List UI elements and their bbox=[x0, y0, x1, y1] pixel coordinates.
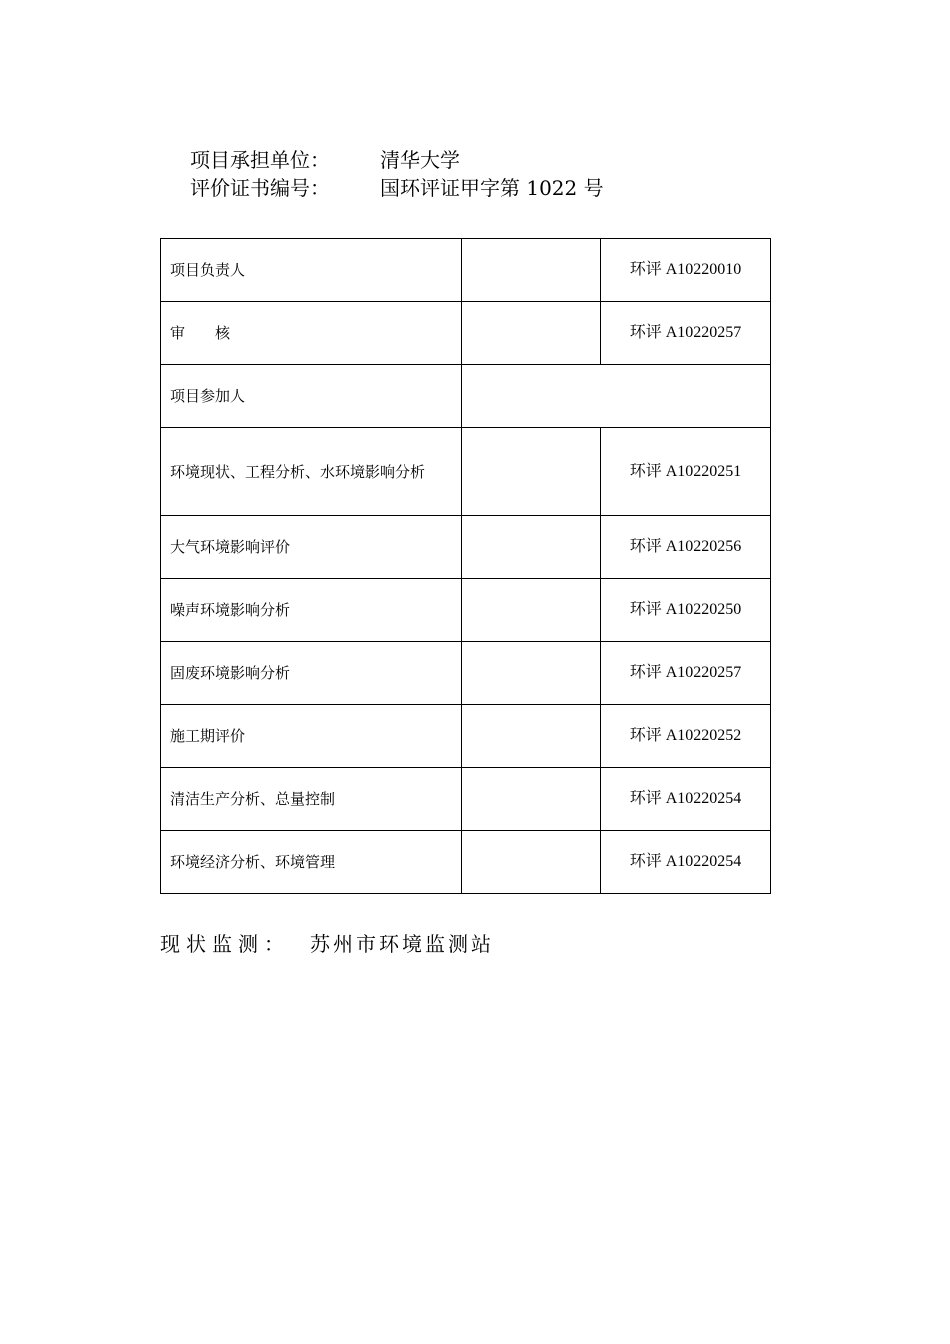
signature-cell bbox=[462, 239, 601, 302]
table-row bbox=[161, 579, 771, 642]
certificate-number-value: 国环评证甲字第 1022 号 bbox=[380, 176, 604, 200]
signature-cell bbox=[462, 831, 601, 894]
cert-cell: 环评 A10220250 bbox=[601, 579, 771, 642]
certificate-number-row bbox=[190, 174, 604, 202]
role-cell: 项目负责人 bbox=[161, 239, 462, 302]
role-cell: 清洁生产分析、总量控制 bbox=[161, 768, 462, 831]
role-cell: 施工期评价 bbox=[161, 705, 462, 768]
table-row bbox=[161, 831, 771, 894]
signature-cell bbox=[462, 365, 771, 428]
signature-cell bbox=[462, 768, 601, 831]
role-cell: 项目参加人 bbox=[161, 365, 462, 428]
signature-cell bbox=[462, 579, 601, 642]
signature-cell bbox=[462, 516, 601, 579]
cert-cell: 环评 A10220252 bbox=[601, 705, 771, 768]
table-row bbox=[161, 516, 771, 579]
signature-cell bbox=[462, 428, 601, 516]
project-header bbox=[190, 146, 604, 202]
undertaking-unit-label: 项目承担单位： bbox=[190, 148, 330, 172]
role-cell: 大气环境影响评价 bbox=[161, 516, 462, 579]
monitoring-line bbox=[160, 928, 494, 957]
table-row-reviewer bbox=[161, 302, 771, 365]
role-cell: 审 核 bbox=[161, 302, 462, 365]
monitoring-label: 现状监测： bbox=[160, 932, 290, 956]
signature-cell bbox=[462, 705, 601, 768]
role-cell: 噪声环境影响分析 bbox=[161, 579, 462, 642]
signature-cell bbox=[462, 302, 601, 365]
table-row-leader bbox=[161, 239, 771, 302]
undertaking-unit-row bbox=[190, 146, 604, 174]
monitoring-value: 苏州市环境监测站 bbox=[310, 932, 494, 956]
table-row-participants bbox=[161, 365, 771, 428]
table-row bbox=[161, 768, 771, 831]
role-cell: 环境现状、工程分析、水环境影响分析 bbox=[161, 428, 462, 516]
table-row bbox=[161, 705, 771, 768]
cert-cell: 环评 A10220257 bbox=[601, 302, 771, 365]
cert-cell: 环评 A10220257 bbox=[601, 642, 771, 705]
cert-cell: 环评 A10220256 bbox=[601, 516, 771, 579]
cert-cell: 环评 A10220254 bbox=[601, 768, 771, 831]
table-row bbox=[161, 642, 771, 705]
role-cell: 环境经济分析、环境管理 bbox=[161, 831, 462, 894]
undertaking-unit-value: 清华大学 bbox=[380, 148, 460, 172]
cert-cell: 环评 A10220251 bbox=[601, 428, 771, 516]
role-cell: 固废环境影响分析 bbox=[161, 642, 462, 705]
cert-cell: 环评 A10220254 bbox=[601, 831, 771, 894]
signature-cell bbox=[462, 642, 601, 705]
cert-cell: 环评 A10220010 bbox=[601, 239, 771, 302]
staff-table bbox=[160, 238, 771, 894]
table-row bbox=[161, 428, 771, 516]
certificate-number-label: 评价证书编号： bbox=[190, 176, 330, 200]
